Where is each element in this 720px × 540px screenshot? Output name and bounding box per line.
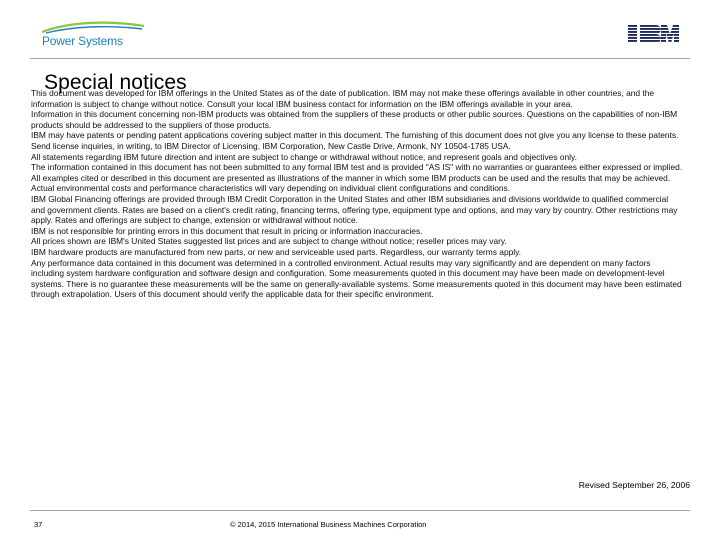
notice-paragraph: IBM is not responsible for printing errors in this document that result in pricing or information inaccuracies.: [31, 225, 423, 236]
power-systems-swoosh-icon: [38, 20, 148, 34]
notice-paragraph: IBM may have patents or pending patent applications covering subject matter in this document. The furnishing of this document does not give you any license to these patents. Send license inquiries, in writing, to IBM Director of Licensing, IBM Corporation, New Castle Drive, Armonk, NY 10504-1785 USA.: [31, 130, 679, 151]
copyright-notice: © 2014, 2015 International Business Machines Corporation: [230, 520, 427, 529]
notice-paragraph: IBM hardware products are manufactured from new parts, or new and serviceable used parts. Regardless, our warranty terms apply.: [31, 246, 522, 257]
notice-paragraph: Information in this document concerning non-IBM products was obtained from the suppliers of these products or other public sources. Questions on the capabilities of non-IBM products should be addressed to the suppliers of those products.: [31, 109, 678, 130]
revised-date: Revised September 26, 2006: [578, 480, 690, 490]
header-divider: [30, 58, 690, 59]
power-systems-brand: Power Systems: [42, 34, 123, 48]
notice-paragraph: All statements regarding IBM future direction and intent are subject to change or withdrawal without notice, and represent goals and objectives only.: [31, 151, 577, 162]
ibm-logo: [627, 22, 679, 46]
notice-paragraph: This document was developed for IBM offerings in the United States as of the date of publication. IBM may not make these offerings available in other countries, and the information is subject to change without notice. Consult your local IBM business contact for information on the IBM offerings available in your area.: [31, 88, 655, 109]
ibm-logo-icon: [627, 22, 679, 46]
notice-paragraph: IBM Global Financing offerings are provided through IBM Credit Corporation in the United States and other IBM subsidiaries and divisions worldwide to qualified commercial and government clients. Rates are based on a client's credit rating, financing terms, offering type, equipment type and options, and may vary by country. Other restrictions may apply. Rates and offerings are subject to change, extension or withdrawal without notice.: [31, 193, 678, 226]
notice-paragraph: The information contained in this document has not been submitted to any formal IBM test and is provided "AS IS" with no warranties or guarantees either expressed or implied.: [31, 162, 683, 173]
footer-divider: [30, 510, 690, 511]
notice-paragraph: All examples cited or described in this document are presented as illustrations of the manner in which some IBM products can be used and the results that may be achieved. Actual environmental costs and performance characteristics will vary depending on individual client configurations and conditions.: [31, 172, 671, 194]
notices-body: [31, 88, 683, 300]
power-systems-logo: [38, 20, 148, 50]
page-number: 37: [34, 520, 43, 529]
page-title: Special notices: [44, 71, 187, 94]
notice-paragraph: Any performance data contained in this document was determined in a controlled environment. Actual results may vary significantly and are dependent on many factors including system hardware configuration and software design and configuration. Some measurements quoted in this document may have been made on development-level systems. There is no guarantee these measurements will be the same on generally-available systems. Some measurements quoted in this document may have been estimated through extrapolation. Users of this document should verify the applicable data for their specific environment.: [31, 257, 682, 300]
notice-paragraph: All prices shown are IBM's United States suggested list prices and are subject to change without notice; reseller prices may vary.: [31, 236, 507, 247]
